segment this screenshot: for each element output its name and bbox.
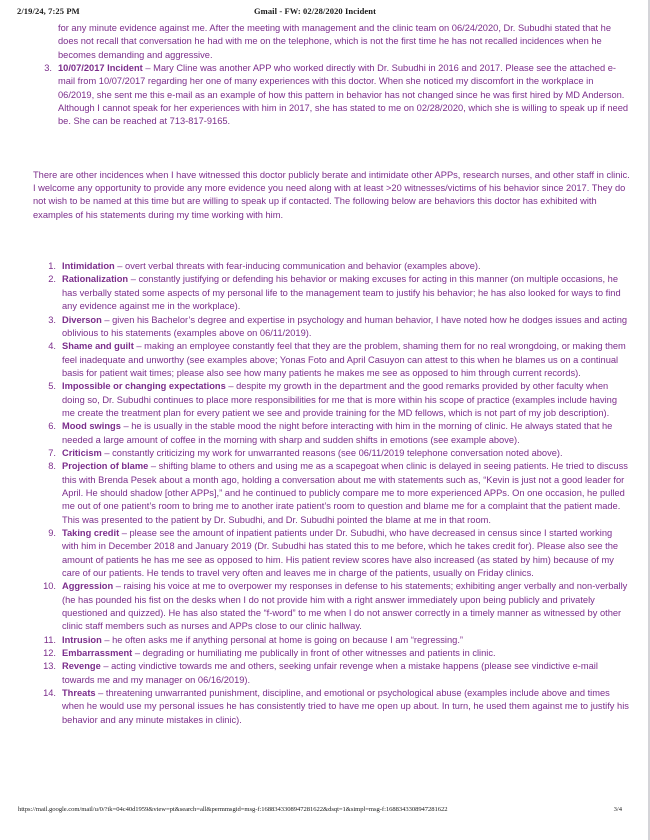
list-item-text: – he is usually in the stable mood the night before interacting with him in the morning of clinic. He always stated that he needed a large amount of coffee in the morning with sharp and sudden shifts in emotions (see example above). (62, 421, 613, 445)
list-item-number: 1. (48, 261, 56, 272)
list-item-text: – despite my growth in the department and the good remarks provided by other faculty when doing so, Dr. Subudhi continues to place more responsibilities for me that is more within his scope of practice (examples include having me create the treatment plan for every patient we see and provide training for the MD fellows, which is not part of my job description). (62, 381, 617, 418)
list-item (33, 460, 630, 527)
print-header (0, 6, 648, 20)
intro-paragraph: There are other incidences when I have witnessed this doctor publicly berate and intimidate other APPs, research nurses, and other staff in clinic. I welcome any opportunity to provide any more evidence you need along with at least >20 witnesses/victims of his behavior since 2017. They do not wish to be named at this time but are willing to speak up if contacted. The following below are behaviors this doctor has exhibited with examples of his statements during my time working with him. (33, 169, 630, 220)
list-item (33, 447, 630, 460)
spacer (33, 222, 630, 260)
list-item-number: 7. (48, 447, 56, 458)
list-item-number: 3. (44, 63, 52, 74)
spacer (33, 129, 630, 169)
list-item-text: – overt verbal threats with fear-inducing communication and behavior (examples above). (114, 261, 481, 272)
list-item-lead: Intimidation (62, 261, 115, 272)
print-footer (0, 806, 648, 818)
list-item-lead: Rationalization (62, 274, 129, 285)
list-item (33, 634, 630, 647)
print-header-date: 2/19/24, 7:25 PM (17, 6, 80, 16)
list-item-number: 11. (43, 634, 56, 645)
list-item-lead: Projection of blame (62, 461, 149, 472)
list-item-number: 4. (48, 341, 56, 352)
list-item-text: – he often asks me if anything personal at home is going on because I am “regressing.” (101, 634, 464, 645)
list-item (33, 420, 630, 447)
list-item (33, 580, 630, 633)
list-item (33, 273, 630, 313)
list-item-text: – please see the amount of inpatient patients under Dr. Subudhi, who have decreased in census since I started working with him in December 2018 and January 2019 (Dr. Subudhi has stated this to me before, which he takes credit for). Please also see the amount of patients he has me see as opposed to him. His patient review scores have also increased (as stated by him) because of my care of our patients. He tends to travel very often and leaves me in charge of the patients, usually on Friday clinics. (62, 528, 619, 579)
list-item-lead: Embarrassment (62, 648, 133, 659)
list-item (33, 380, 630, 420)
list-item-number: 3. (48, 314, 56, 325)
list-item-number: 14. (43, 688, 56, 699)
list-item (33, 660, 630, 687)
list-item-lead: Intrusion (62, 634, 102, 645)
list-item-lead: Threats (62, 688, 96, 699)
behaviors-list (33, 260, 630, 727)
list-item-text: – raising his voice at me to overpower my responses in defense to his statements; exhibiting anger verbally and non-verbally (he has pounded his fist on the desks when I do not provide him with a right answer immediately upon being publicly and privately questioned and quizzed). He has also stated the “f-word” to me when I do not answer correctly in a timely manner as witnessed by other clinic staff members such as nurses and APPs close to our clinic hallway. (62, 581, 628, 632)
list-item-lead: Diverson (62, 314, 102, 325)
list-item (33, 647, 630, 660)
list-item-lead: Revenge (62, 661, 101, 672)
list-item-text: – threatening unwarranted punishment, discipline, and emotional or psychological abuse (examples include above and times when he would use my personal issues he has consistently tried to have me open up about. In turn, he used them against me to justify his behavior and any minute mistakes in clinic). (62, 688, 629, 725)
list-item-text: – degrading or humiliating me publically in front of other witnesses and patients in clinic. (132, 648, 496, 659)
list-item-lead: Criticism (62, 447, 102, 458)
list-item-text: – given his Bachelor’s degree and expertise in psychology and human behavior, I have noted how he dodges issues and acting oblivious to his statements (examples above on 06/11/2019). (62, 314, 628, 338)
list-item-number: 9. (48, 528, 56, 538)
list-item-lead: Shame and guilt (62, 341, 134, 352)
document-body (0, 22, 648, 727)
list-item-number: 2. (48, 274, 56, 285)
list-item-text: – Mary Cline was another APP who worked directly with Dr. Subudhi in 2016 and 2017. Please see the attached e-mail from 10/07/2017 regarding her one of many experiences with this doctor. When she noticed my discomfort in the workplace in 06/2019, she sent me this e-mail as an example of how this pattern in behavior has not changed since he was first hired by MD Anderson. Although I cannot speak for her experiences with him in 2017, she has stated to me on 02/28/2020, which she is willing to speak up if need be. She can be reached at 713-817-9165. (58, 63, 629, 127)
continued-paragraph: for any minute evidence against me. After the meeting with management and the clinic team on 06/24/2020, Dr. Subudhi stated that he does not recall that conversation he had with me on the telephone, which is not the first time he has not recalled incidences when he becomes demanding and aggressive. (58, 23, 611, 60)
list-item-number: 5. (48, 381, 56, 392)
list-item-number: 6. (48, 421, 56, 432)
list-item-number: 13. (43, 661, 56, 672)
incident-list (33, 62, 630, 129)
list-item (33, 687, 630, 727)
list-item-text: – constantly justifying or defending his behavior or making excuses for acting in this manner (on multiple occasions, he has verbally stated some aspects of my personal life to the management team to justify his behavior; he has also looked for ways to find any evidence against me in the workplace). (62, 274, 621, 312)
list-item (33, 62, 630, 129)
list-item-lead: Impossible or changing expectations (62, 381, 226, 392)
list-item-number: 12. (43, 648, 56, 659)
list-item-lead: Mood swings (62, 421, 121, 432)
list-item (33, 340, 630, 380)
print-footer-url: https://mail.google.com/mail/u/0/?ik=04c40d1959&view=pt&search=all&permmsgid=msg-f:1688343308947281622&dsqt=1&simpl=msg-f:1688343308947281622 (18, 806, 448, 813)
list-item (33, 260, 630, 273)
list-item-number: 8. (48, 461, 56, 472)
list-item-lead: Aggression (62, 581, 114, 592)
list-item-text: – shifting blame to others and using me as a scapegoat when clinic is delayed in seeing patients. He tried to discuss this with Brenda Pesek about a month ago, holding a conversation about me with statements such as, “Kevin is just not a good leader for April. He should shadow [other APPs],” and he continued to publicly compare me to more experienced APPs. On one occasion, he pulled me out of one patient’s room to bring me to another irate patient’s room to question and blame me for a complaint that the patient made. This was presented to the patient by Dr. Subudhi, and Dr. Subudhi pointed the blame at me in that room. (62, 461, 628, 525)
list-item-text: – acting vindictive towards me and others, seeking unfair revenge when a mistake happens (please see vindictive e-mail towards me and my manager on 06/16/2019). (62, 661, 598, 685)
print-footer-page-number: 3/4 (613, 806, 622, 813)
list-item-lead: Taking credit (62, 528, 120, 538)
print-header-title: Gmail - FW: 02/28/2020 Incident (253, 6, 377, 16)
list-item (33, 527, 630, 580)
list-item-text: – constantly criticizing my work for unwarranted reasons (see 06/11/2019 telephone conversation noted above). (101, 447, 563, 458)
list-item-lead: 10/07/2017 Incident (58, 63, 143, 74)
list-item (33, 314, 630, 341)
list-item-text: – making an employee constantly feel that they are the problem, shaming them for no real wrongdoing, or making them feel inadequate and unworthy (see examples above; Yonas Foto and April Casuyon can attest to this when he blames us on a continual basis for patient wait times; please also see how many patients he makes me see as opposed to him through current records). (62, 341, 626, 378)
list-item-number: 10. (43, 581, 56, 592)
